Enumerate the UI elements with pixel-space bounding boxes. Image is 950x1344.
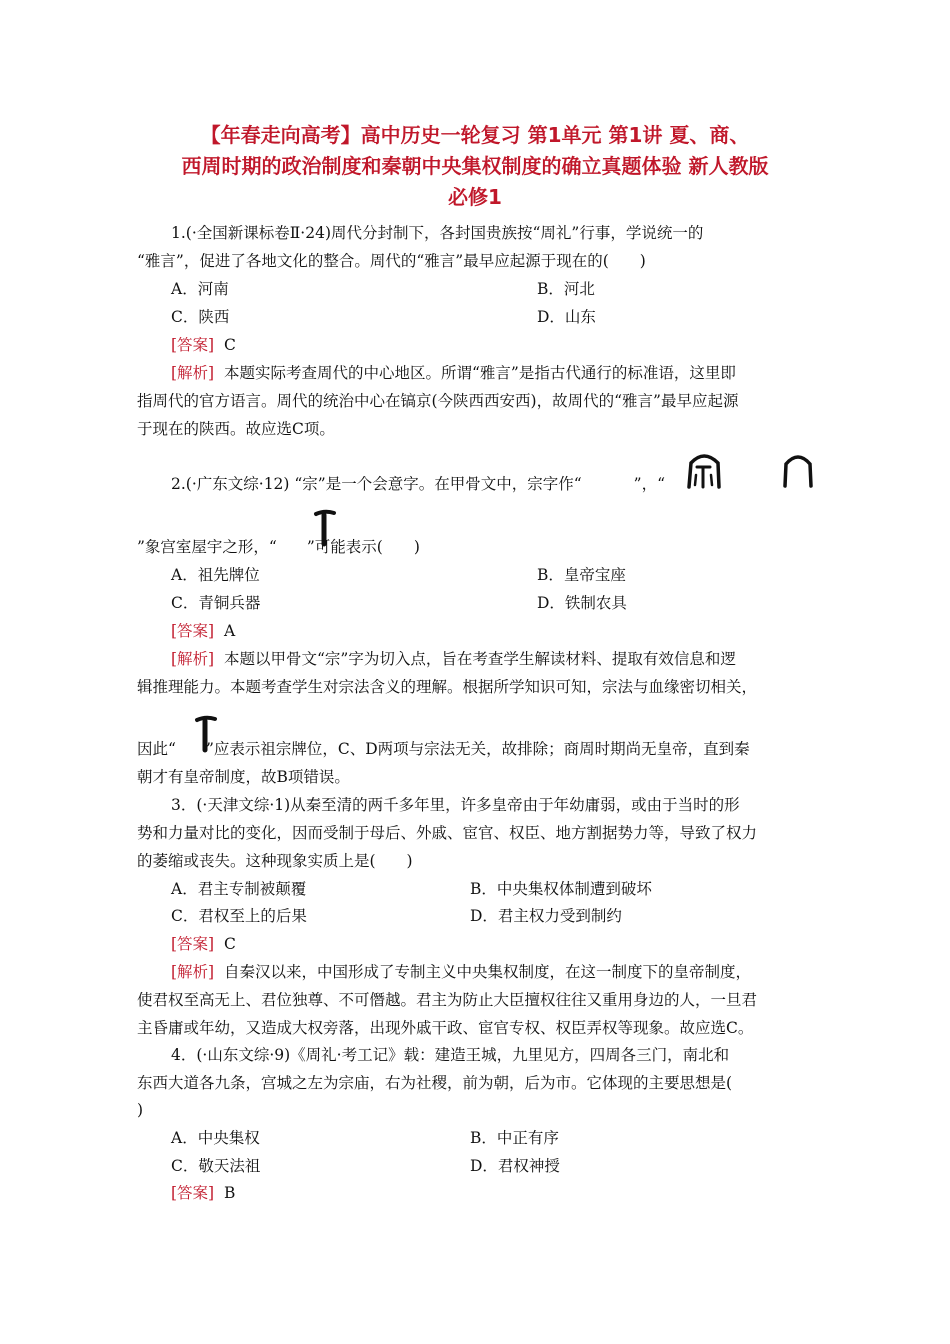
q4-option-a: A．中央集权 [171,1129,260,1147]
q3-option-b: B．中央集权体制遭到破坏 [470,880,652,898]
q4-stem-line-2: 东西大道各九条，宫城之左为宗庙，右为社稷，前为朝，后为市。它体现的主要思想是( [137,1074,733,1092]
q4-answer-row [171,1183,235,1203]
q2-answer: A [223,622,236,640]
q3-option-d: D．君主权力受到制约 [470,907,622,925]
q1-answer-row [171,335,236,355]
q3-answer: C [223,935,236,953]
title-line-2: 西周时期的政治制度和秦朝中央集权制度的确立真题体验 新人教版 [181,154,769,178]
q1-option-a: A．河南 [171,280,229,298]
q3-option-a: A．君主专制被颠覆 [171,880,307,898]
q2-analysis-text-3b: ”应表示祖宗牌位，C、D两项与宗法无关，故排除；商周时期尚无皇帝，直到秦 [205,740,750,758]
answer-label: [答案] [171,935,215,953]
q3-analysis-line-2: 使君权至高无上、君位独尊、不可僭越。君主为防止大臣擅权往往又重用身边的人，一旦君 [137,991,758,1009]
q1-option-d: D．山东 [537,308,596,326]
q2-option-b: B．皇帝宝座 [537,566,626,584]
q4-option-b: B．中正有序 [470,1129,559,1147]
title-line-1: 【年春走向高考】高中历史一轮复习 第1单元 第1讲 夏、商、 [200,123,750,147]
analysis-label: [解析] [171,963,215,981]
q2-analysis-line-1 [171,649,736,669]
q1-stem-line-1: 1.(·全国新课标卷Ⅱ·24)周代分封制下，各封国贵族按“周礼”行事，学说统一的 [171,224,704,242]
q1-analysis-text-1: 本题实际考查周代的中心地区。所谓“雅言”是指古代通行的标准语，这里即 [223,364,736,382]
q4-option-d: D．君权神授 [470,1157,560,1175]
q3-stem-line-1: 3．(·天津文综·1)从秦至清的两千多年里，许多皇帝由于年幼庸弱，或由于当时的形 [171,796,740,814]
q3-analysis-line-3: 主昏庸或年幼，又造成大权旁落，出现外戚干政、宦官专权、权臣弄权等现象。故应选C。 [137,1019,754,1037]
q3-answer-row [171,934,236,954]
analysis-label: [解析] [171,364,215,382]
document-title [130,120,820,213]
q2-stem-line-2 [137,537,420,557]
answer-label: [答案] [171,336,215,354]
oracle-bone-roof-icon [780,450,816,490]
q3-stem-line-3: 的萎缩或丧失。这种现象实质上是( ) [137,852,413,870]
q2-stem-line-1 [171,474,665,494]
oracle-bone-zong-icon [684,447,724,491]
q2-analysis-line-3 [137,739,750,759]
q2-option-d: D．铁制农具 [537,594,627,612]
q1-stem-line-2: “雅言”，促进了各地文化的整合。周代的“雅言”最早应起源于现在的( ) [137,252,646,270]
q2-stem-text-2b: ”可能表示( ) [306,538,420,556]
q2-stem-text-2a: ”象宫室屋宇之形，“ [137,538,277,556]
answer-label: [答案] [171,1184,215,1202]
q2-analysis-line-2: 辑推理能力。本题考查学生对宗法含义的理解。根据所学知识可知，宗法与血缘密切相关， [137,678,758,696]
q4-stem-line-3: ) [137,1101,144,1119]
q2-option-a: A．祖先牌位 [171,566,260,584]
q1-answer: C [223,336,236,354]
answer-label: [答案] [171,622,215,640]
analysis-label: [解析] [171,650,215,668]
q2-stem-text-1b: ”，“ [633,475,666,493]
q3-option-c: C．君权至上的后果 [171,907,307,925]
q3-stem-line-2: 势和力量对比的变化，因而受制于母后、外戚、宦官、权臣、地方割据势力等，导致了权力 [137,824,758,842]
q2-analysis-text-3a: 因此“ [137,740,176,758]
q1-analysis-line-3: 于现在的陕西。故应选C项。 [137,420,335,438]
title-line-3: 必修1 [448,185,502,209]
q3-analysis-text-1: 自秦汉以来，中国形成了专制主义中央集权制度，在这一制度下的皇帝制度， [223,963,751,981]
q1-option-c: C．陕西 [171,308,230,326]
q4-stem-line-1: 4．(·山东文综·9)《周礼·考工记》载：建造王城，九里见方，四周各三门，南北和 [171,1046,730,1064]
q4-option-c: C．敬天法祖 [171,1157,261,1175]
q1-analysis-line-1 [171,363,736,383]
q2-analysis-line-4: 朝才有皇帝制度，故B项错误。 [137,768,350,786]
q1-analysis-line-2: 指周代的官方语言。周代的统治中心在镐京(今陕西西安西)，故周代的“雅言”最早应起源 [137,392,739,410]
q3-analysis-line-1 [171,962,751,982]
q4-answer: B [223,1184,236,1202]
q2-option-c: C．青铜兵器 [171,594,261,612]
q2-answer-row [171,621,235,641]
q2-stem-text-1a: 2.(·广东文综·12) “宗”是一个会意字。在甲骨文中，宗字作“ [171,475,582,493]
q1-option-b: B．河北 [537,280,595,298]
q2-analysis-text-1: 本题以甲骨文“宗”字为切入点，旨在考查学生解读材料、提取有效信息和逻 [223,650,736,668]
